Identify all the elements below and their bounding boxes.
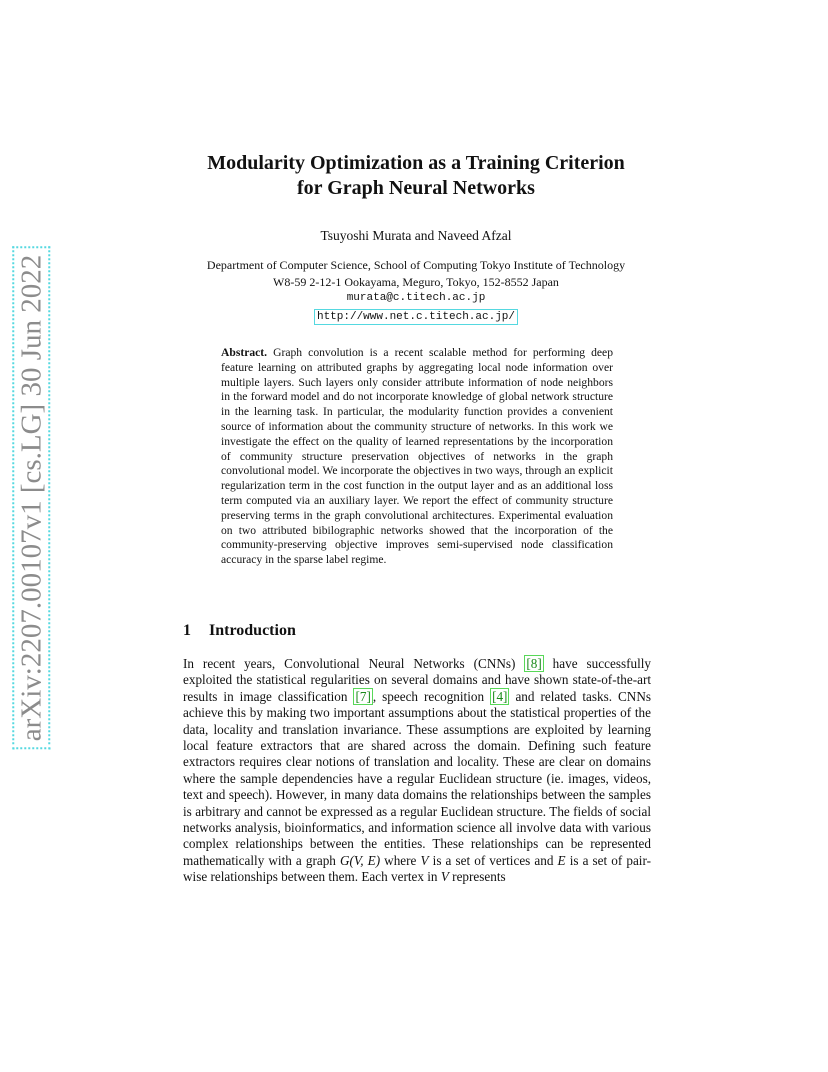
affiliation-block (120, 257, 712, 325)
affiliation-address: W8-59 2-12-1 Ookayama, Meguro, Tokyo, 152-8552 Japan (273, 274, 559, 289)
paper-title-line-2: for Graph Neural Networks (297, 177, 535, 199)
paper-title (120, 151, 712, 201)
affiliation-department: Department of Computer Science, School of Computing Tokyo Institute of Technology (206, 258, 626, 272)
math-graph-gve: G(V, E) (339, 852, 381, 868)
section-title: Introduction (209, 622, 296, 639)
section-heading-introduction (183, 622, 296, 640)
intro-text-6: is a set of vertices and (428, 852, 558, 868)
author-email: murata@c.titech.ac.jp (346, 292, 486, 304)
intro-text-2: have successfully exploited the statistical regularities on several domains and have shown state-of-the-art results in image classification (183, 656, 651, 704)
math-v-2: V (440, 869, 449, 885)
abstract (221, 346, 613, 568)
intro-text-4: and related tasks. CNNs achieve this by making two important assumptions about the statistical properties of the data, locality and translation invariance. These assumptions are exploited by learning local feature extractors that are shared across the domain. Defining such feature extractors requires clear notions of translation and locality. These are clear on domains where the sample dependencies have a regular Euclidean structure (ie. images, videos, text and speech). However, in many data domains the relationships between the samples is arbitrary and cannot be expressed as a regular Euclidean structure. The fields of social networks analysis, bioinformatics, and information science all involve data with various complex relationships between the entities. These relationships can be represented mathematically with a graph (183, 688, 651, 868)
introduction-paragraph (183, 656, 651, 886)
section-number: 1 (183, 622, 191, 639)
abstract-label: Abstract. (221, 346, 268, 359)
arxiv-identifier[interactable]: arXiv:2207.00107v1 [cs.LG] 30 Jun 2022 (12, 247, 50, 750)
intro-text-8: represents (448, 869, 506, 885)
abstract-text: Graph convolution is a recent scalable method for performing deep feature learning on attributed graphs by aggregating local node information over multiple layers. Such layers only consider attribute information of node neighbors in the forward model and do not incorporate knowledge of global network structure in the learning task. In particular, the modularity function provides a convenient source of information about the community structure of networks. In this work we investigate the effect on the quality of learned representations by the incorporation of community structure preservation objectives of networks in the graph convolutional model. We incorporate the objectives in two ways, through an explicit regularization term in the cost function in the output layer and as an additional loss term computed via an auxiliary layer. We report the effect of community structure preserving terms in the graph convolutional architectures. Experimental evaluation on two attributed bibilographic networks showed that the incorporation of the community-preserving objective improves semi-supervised node classification accuracy in the sparse label regime. (221, 346, 613, 567)
citation-link-8[interactable]: [8] (526, 656, 542, 671)
intro-text-7: is a set of pair-wise relationships between them. Each vertex in (183, 852, 651, 885)
intro-text-1: In recent years, Convolutional Neural Networks (CNNs) (183, 656, 525, 671)
math-v: V (420, 852, 429, 868)
citation-link-7[interactable]: [7] (355, 688, 371, 704)
citation-link-4[interactable]: [4] (492, 688, 508, 704)
lab-url-link[interactable]: http://www.net.c.titech.ac.jp/ (314, 309, 518, 325)
arxiv-identifier-stamp[interactable] (14, 254, 48, 742)
paper-title-line-1: Modularity Optimization as a Training Criterion (207, 152, 625, 174)
math-e: E (557, 852, 566, 868)
intro-text-5: where (380, 852, 421, 868)
intro-text-3: , speech recognition (372, 688, 491, 704)
author-list: Tsuyoshi Murata and Naveed Afzal (320, 228, 512, 243)
